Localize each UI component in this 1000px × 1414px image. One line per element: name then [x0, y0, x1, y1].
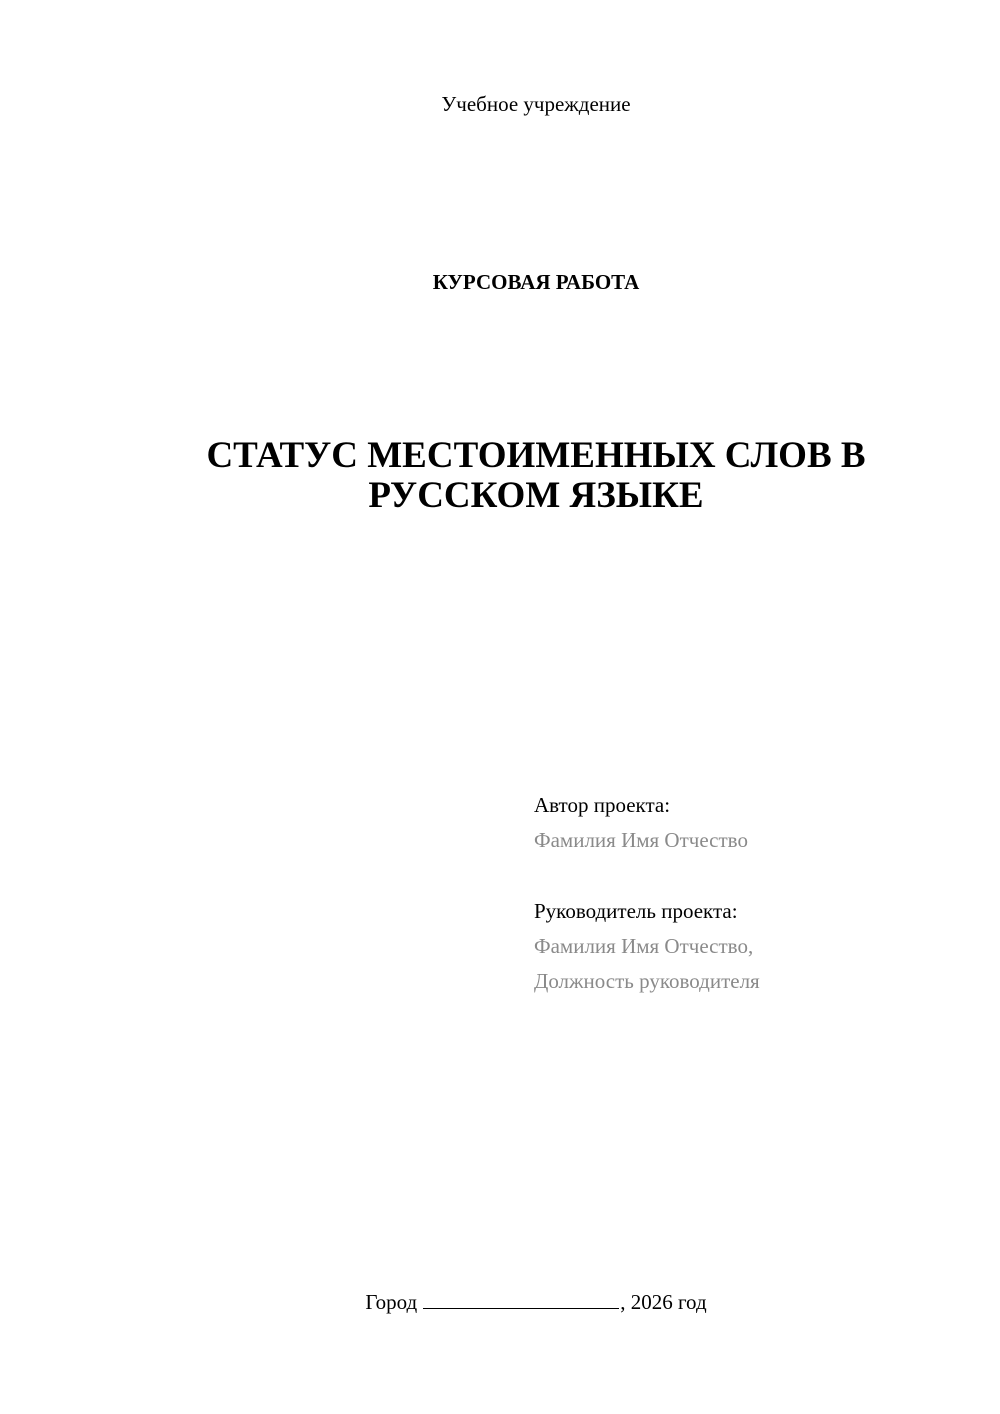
city-year-line — [0, 1290, 1000, 1315]
city-label: Город — [365, 1290, 418, 1314]
document-title-line-1: СТАТУС МЕСТОИМЕННЫХ СЛОВ В — [206, 435, 866, 476]
document-title-line-2: РУССКОМ ЯЗЫКЕ — [368, 475, 704, 516]
credits-block — [534, 788, 974, 999]
supervisor-label: Руководитель проекта: — [534, 899, 738, 923]
document-title — [0, 436, 1000, 516]
work-type-heading: КУРСОВАЯ РАБОТА — [432, 270, 640, 294]
institution-name: Учебное учреждение — [441, 92, 631, 116]
credits-spacer — [534, 858, 974, 894]
supervisor-name: Фамилия Имя Отчество, — [534, 934, 754, 958]
supervisor-position: Должность руководителя — [534, 969, 760, 993]
author-label: Автор проекта: — [534, 793, 671, 817]
year-text: , 2026 год — [620, 1290, 707, 1314]
author-name: Фамилия Имя Отчество — [534, 828, 748, 852]
city-blank-line — [423, 1290, 619, 1309]
